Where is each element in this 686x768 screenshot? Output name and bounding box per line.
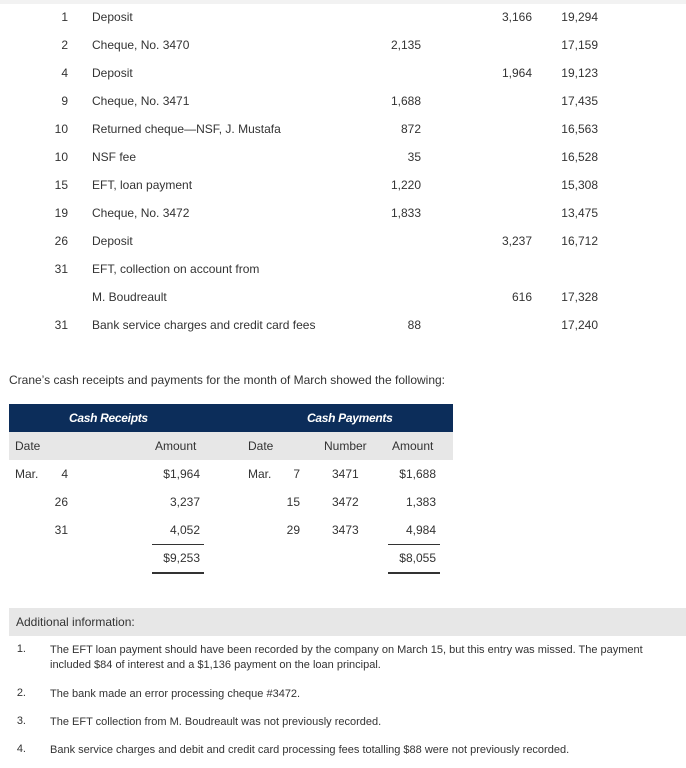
statement-row <box>0 143 686 171</box>
statement-balance: 15,308 <box>561 178 598 192</box>
additional-info-title: Additional information: <box>16 615 135 629</box>
statement-balance: 17,328 <box>561 290 598 304</box>
statement-cheques: 88 <box>407 318 421 332</box>
statement-row <box>0 59 686 87</box>
additional-info-header <box>9 608 686 636</box>
statement-row <box>0 115 686 143</box>
cash-table-header <box>9 404 453 432</box>
statement-day: 1 <box>61 10 68 24</box>
statement-row <box>0 3 686 31</box>
note-number: 2. <box>16 687 26 699</box>
payments-subtotal-line <box>388 544 440 545</box>
note-number: 3. <box>16 715 26 727</box>
payment-amount: 4,984 <box>405 523 436 537</box>
statement-description: Deposit <box>92 234 133 248</box>
statement-day: 10 <box>54 122 68 136</box>
payment-amount: $1,688 <box>399 467 436 481</box>
receipt-day: 4 <box>61 467 68 481</box>
note-text: The EFT loan payment should have been recorded by the company on March 15, but this entry was missed. The payment included $84 of interest and a $1,136 payment on the loan principal. <box>50 644 643 671</box>
statement-row <box>0 283 686 311</box>
statement-balance: 19,294 <box>561 10 598 24</box>
receipt-month: Mar. <box>15 467 39 481</box>
statement-cheques: 2,135 <box>390 38 421 52</box>
statement-day: 4 <box>61 66 68 80</box>
payment-day: 15 <box>286 495 300 509</box>
statement-balance: 16,563 <box>561 122 598 136</box>
receipt-amount: 3,237 <box>169 495 200 509</box>
cash-payments-title: Cash Payments <box>307 411 393 425</box>
statement-row <box>0 171 686 199</box>
statement-row <box>0 87 686 115</box>
statement-balance: 17,435 <box>561 94 598 108</box>
payments-number-header: Number <box>324 439 367 453</box>
statement-day: 15 <box>54 178 68 192</box>
statement-cheques: 1,688 <box>390 94 421 108</box>
payment-number: 3473 <box>332 523 359 537</box>
statement-balance: 17,159 <box>561 38 598 52</box>
payments-date-header: Date <box>248 439 274 453</box>
payment-day: 7 <box>293 467 300 481</box>
receipts-total-line <box>152 572 204 574</box>
statement-deposits: 3,237 <box>501 234 532 248</box>
statement-description: EFT, collection on account from <box>92 262 260 276</box>
payment-number: 3471 <box>332 467 359 481</box>
statement-description: NSF fee <box>92 150 137 164</box>
payment-month: Mar. <box>248 467 272 481</box>
statement-day: 31 <box>54 318 68 332</box>
cash-receipts-title: Cash Receipts <box>69 411 148 425</box>
note-number: 4. <box>16 743 26 755</box>
statement-description: Cheque, No. 3471 <box>92 94 190 108</box>
statement-day: 10 <box>54 150 68 164</box>
receipts-date-header: Date <box>15 439 41 453</box>
statement-cheques: 35 <box>407 150 421 164</box>
intro-text: Crane’s cash receipts and payments for the month of March showed the following: <box>9 373 446 387</box>
statement-row <box>0 31 686 59</box>
statement-row <box>0 255 686 283</box>
receipt-day: 26 <box>54 495 68 509</box>
statement-deposits: 616 <box>511 290 532 304</box>
statement-description: EFT, loan payment <box>92 178 193 192</box>
statement-day: 2 <box>61 38 68 52</box>
statement-description: Bank service charges and credit card fees <box>92 318 316 332</box>
note-text: The bank made an error processing cheque #3472. <box>50 688 301 700</box>
statement-row <box>0 227 686 255</box>
receipts-amount-header: Amount <box>155 439 197 453</box>
statement-day: 31 <box>54 262 68 276</box>
receipts-total: $9,253 <box>163 551 200 565</box>
payments-amount-header: Amount <box>392 439 434 453</box>
statement-description: M. Boudreault <box>92 290 167 304</box>
note-text: Bank service charges and debit and credit card processing fees totalling $88 were not previously recorded. <box>50 744 570 756</box>
payment-number: 3472 <box>332 495 359 509</box>
statement-balance: 19,123 <box>561 66 598 80</box>
statement-cheques: 1,220 <box>390 178 421 192</box>
payments-total-line <box>388 572 440 574</box>
statement-cheques: 872 <box>400 122 421 136</box>
receipts-subtotal-line <box>152 544 204 545</box>
statement-balance: 17,240 <box>561 318 598 332</box>
statement-day: 19 <box>54 206 68 220</box>
statement-description: Deposit <box>92 66 133 80</box>
statement-day: 9 <box>61 94 68 108</box>
statement-balance: 16,712 <box>561 234 598 248</box>
receipt-amount: 4,052 <box>169 523 200 537</box>
statement-day: 26 <box>54 234 68 248</box>
receipt-day: 31 <box>54 523 68 537</box>
statement-cheques: 1,833 <box>390 206 421 220</box>
payments-total: $8,055 <box>399 551 436 565</box>
note-text: The EFT collection from M. Boudreault was not previously recorded. <box>50 716 382 728</box>
statement-deposits: 3,166 <box>501 10 532 24</box>
cash-table-subheader <box>9 432 453 460</box>
statement-balance: 13,475 <box>561 206 598 220</box>
statement-description: Returned cheque—NSF, J. Mustafa <box>92 122 281 136</box>
note-number: 1. <box>16 643 26 655</box>
statement-description: Cheque, No. 3472 <box>92 206 190 220</box>
statement-deposits: 1,964 <box>501 66 532 80</box>
payment-day: 29 <box>286 523 300 537</box>
statement-description: Cheque, No. 3470 <box>92 38 190 52</box>
statement-balance: 16,528 <box>561 150 598 164</box>
receipt-amount: $1,964 <box>163 467 200 481</box>
payment-amount: 1,383 <box>405 495 436 509</box>
statement-row <box>0 199 686 227</box>
statement-row <box>0 311 686 339</box>
statement-description: Deposit <box>92 10 133 24</box>
